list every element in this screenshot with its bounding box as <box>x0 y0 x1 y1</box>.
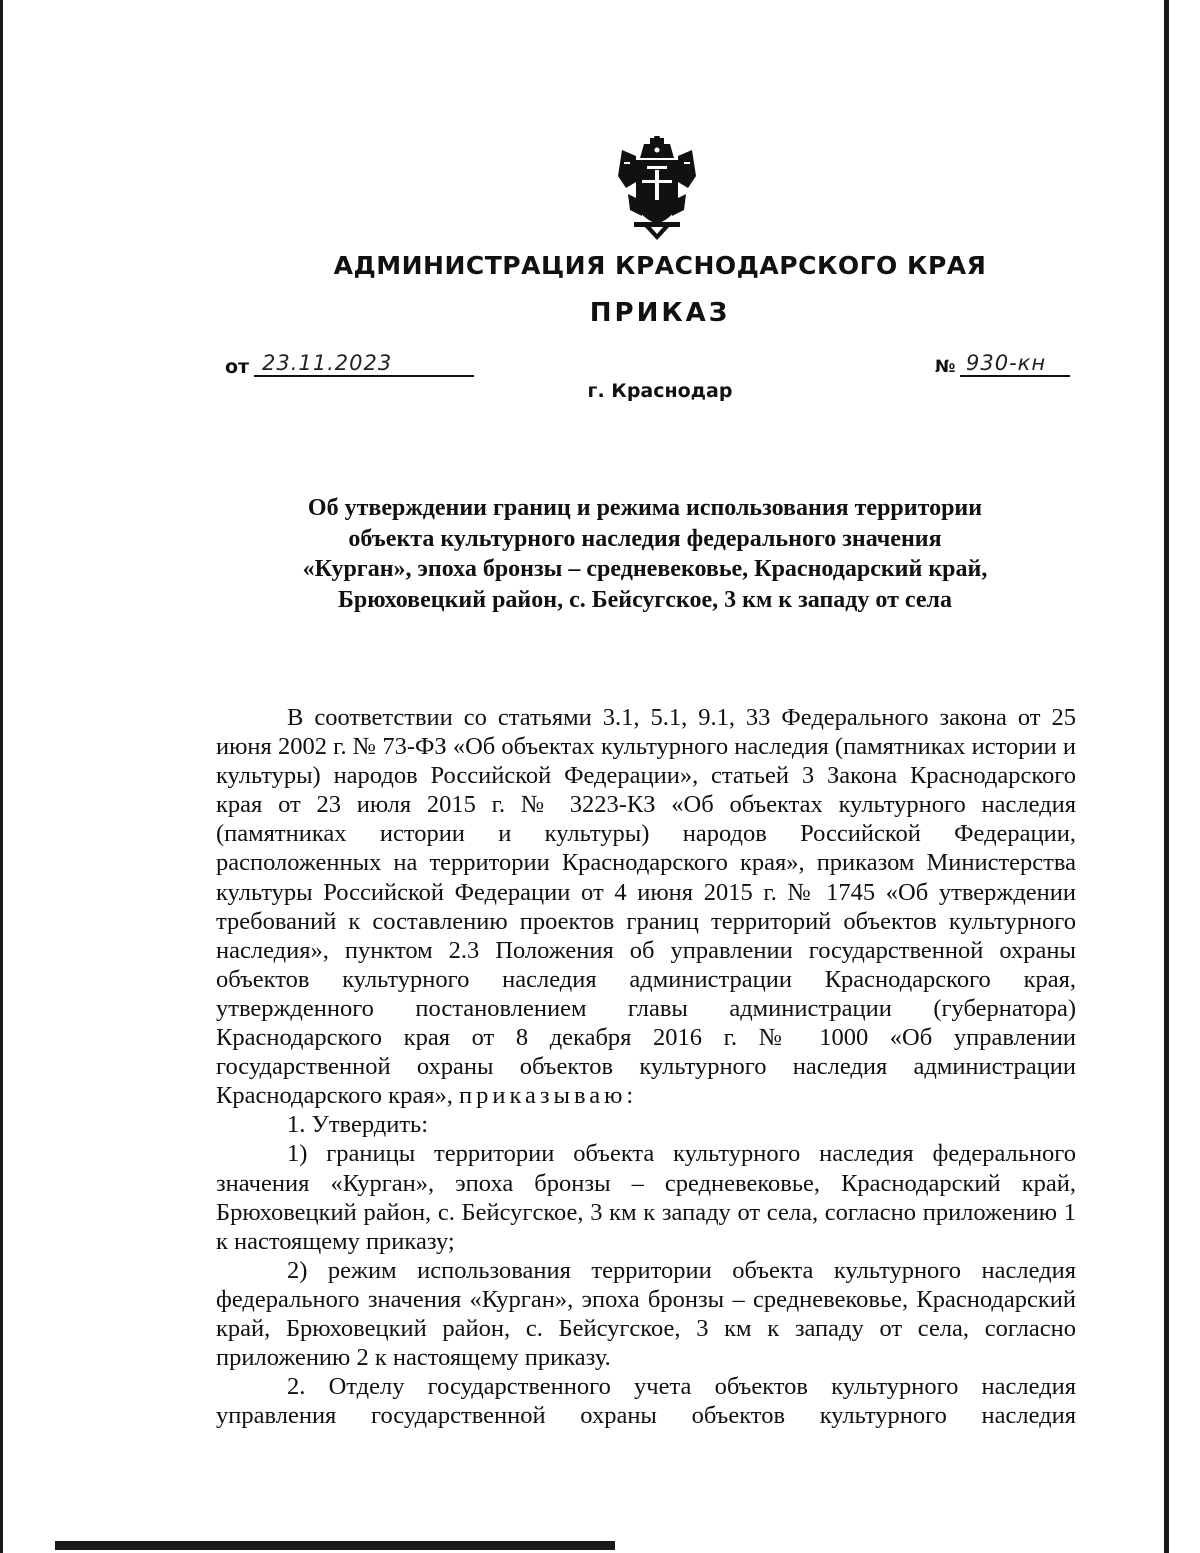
title-line: объекта культурного наследия федерального значения <box>348 525 942 552</box>
title-line: Брюховецкий район, с. Бейсугское, 3 км к западу от села <box>338 586 952 613</box>
number-underline <box>960 375 1070 377</box>
date-handwritten: 23.11.2023 <box>262 351 393 375</box>
scan-edge-right <box>1164 0 1169 1553</box>
item-1: 1. Утвердить: <box>287 1111 429 1139</box>
title-line: Об утверждении границ и режима использования территории <box>307 495 983 521</box>
item-1-2: 2) режим использования территории объекта культурного наследия федерального значения «Курган», эпоха бронзы – средневековье, Краснодарский край, Брюховецкий район, с. Бейсугское, 3 км к западу от села, согласно приложению 2 к настоящему приказу. <box>216 1256 1076 1372</box>
scan-edge-bottom <box>55 1541 615 1550</box>
number-handwritten: 930-кн <box>966 351 1047 375</box>
document-type: ПРИКАЗ <box>589 298 731 328</box>
city-name: г. Краснодар <box>587 380 733 402</box>
date-underline <box>254 375 474 377</box>
date-label: от <box>225 356 250 378</box>
order-word: приказываю: <box>458 1082 638 1110</box>
preamble-paragraph <box>216 703 1076 1110</box>
coat-of-arms-emblem <box>614 136 700 240</box>
document-title <box>215 493 1075 615</box>
preamble-text: В соответствии со статьями 3.1, 5.1, 9.1, 33 Федерального закона от 25 июня 2002 г. № 73-ФЗ «Об объектах культурного наследия (памятниках истории и культуры) народов Российской Федерации», статьей 3 Закона Краснодарского края от 23 июля 2015 г. № 3223-КЗ «Об объектах культурного наследия (памятниках истории и культуры) народов Российской Федерации, расположенных на территории Краснодарского края», приказом Министерства культуры Российской Федерации от 4 июня 2015 г. № 1745 «Об утверждении требований к составлению проектов границ территорий объектов культурного наследия», пунктом 2.3 Положения об управлении государственной охраны объектов культурного наследия администрации Краснодарского края, утвержденного постановлением главы администрации (губернатора) Краснодарского края от 8 декабря 2016 г. № 1000 «Об управлении государственной охраны объектов культурного наследия администрации Краснодарского края», <box>216 704 1076 1110</box>
item-1-1: 1) границы территории объекта культурного наследия федерального значения «Курган», эпоха бронзы – средневековье, Краснодарский край, Брюховецкий район, с. Бейсугское, 3 км к западу от села, согласно приложению 1 к настоящему приказу; <box>216 1140 1076 1255</box>
title-line: «Курган», эпоха бронзы – средневековье, Краснодарский край, <box>302 556 988 582</box>
number-label: № <box>935 357 956 377</box>
organization-name: АДМИНИСТРАЦИЯ КРАСНОДАРСКОГО КРАЯ <box>333 251 987 280</box>
item-2: 2. Отделу государственного учета объектов культурного наследия управления государственной охраны объектов культурного наследия <box>216 1373 1076 1430</box>
scan-edge-left <box>0 0 3 1553</box>
document-body <box>216 703 1076 1430</box>
